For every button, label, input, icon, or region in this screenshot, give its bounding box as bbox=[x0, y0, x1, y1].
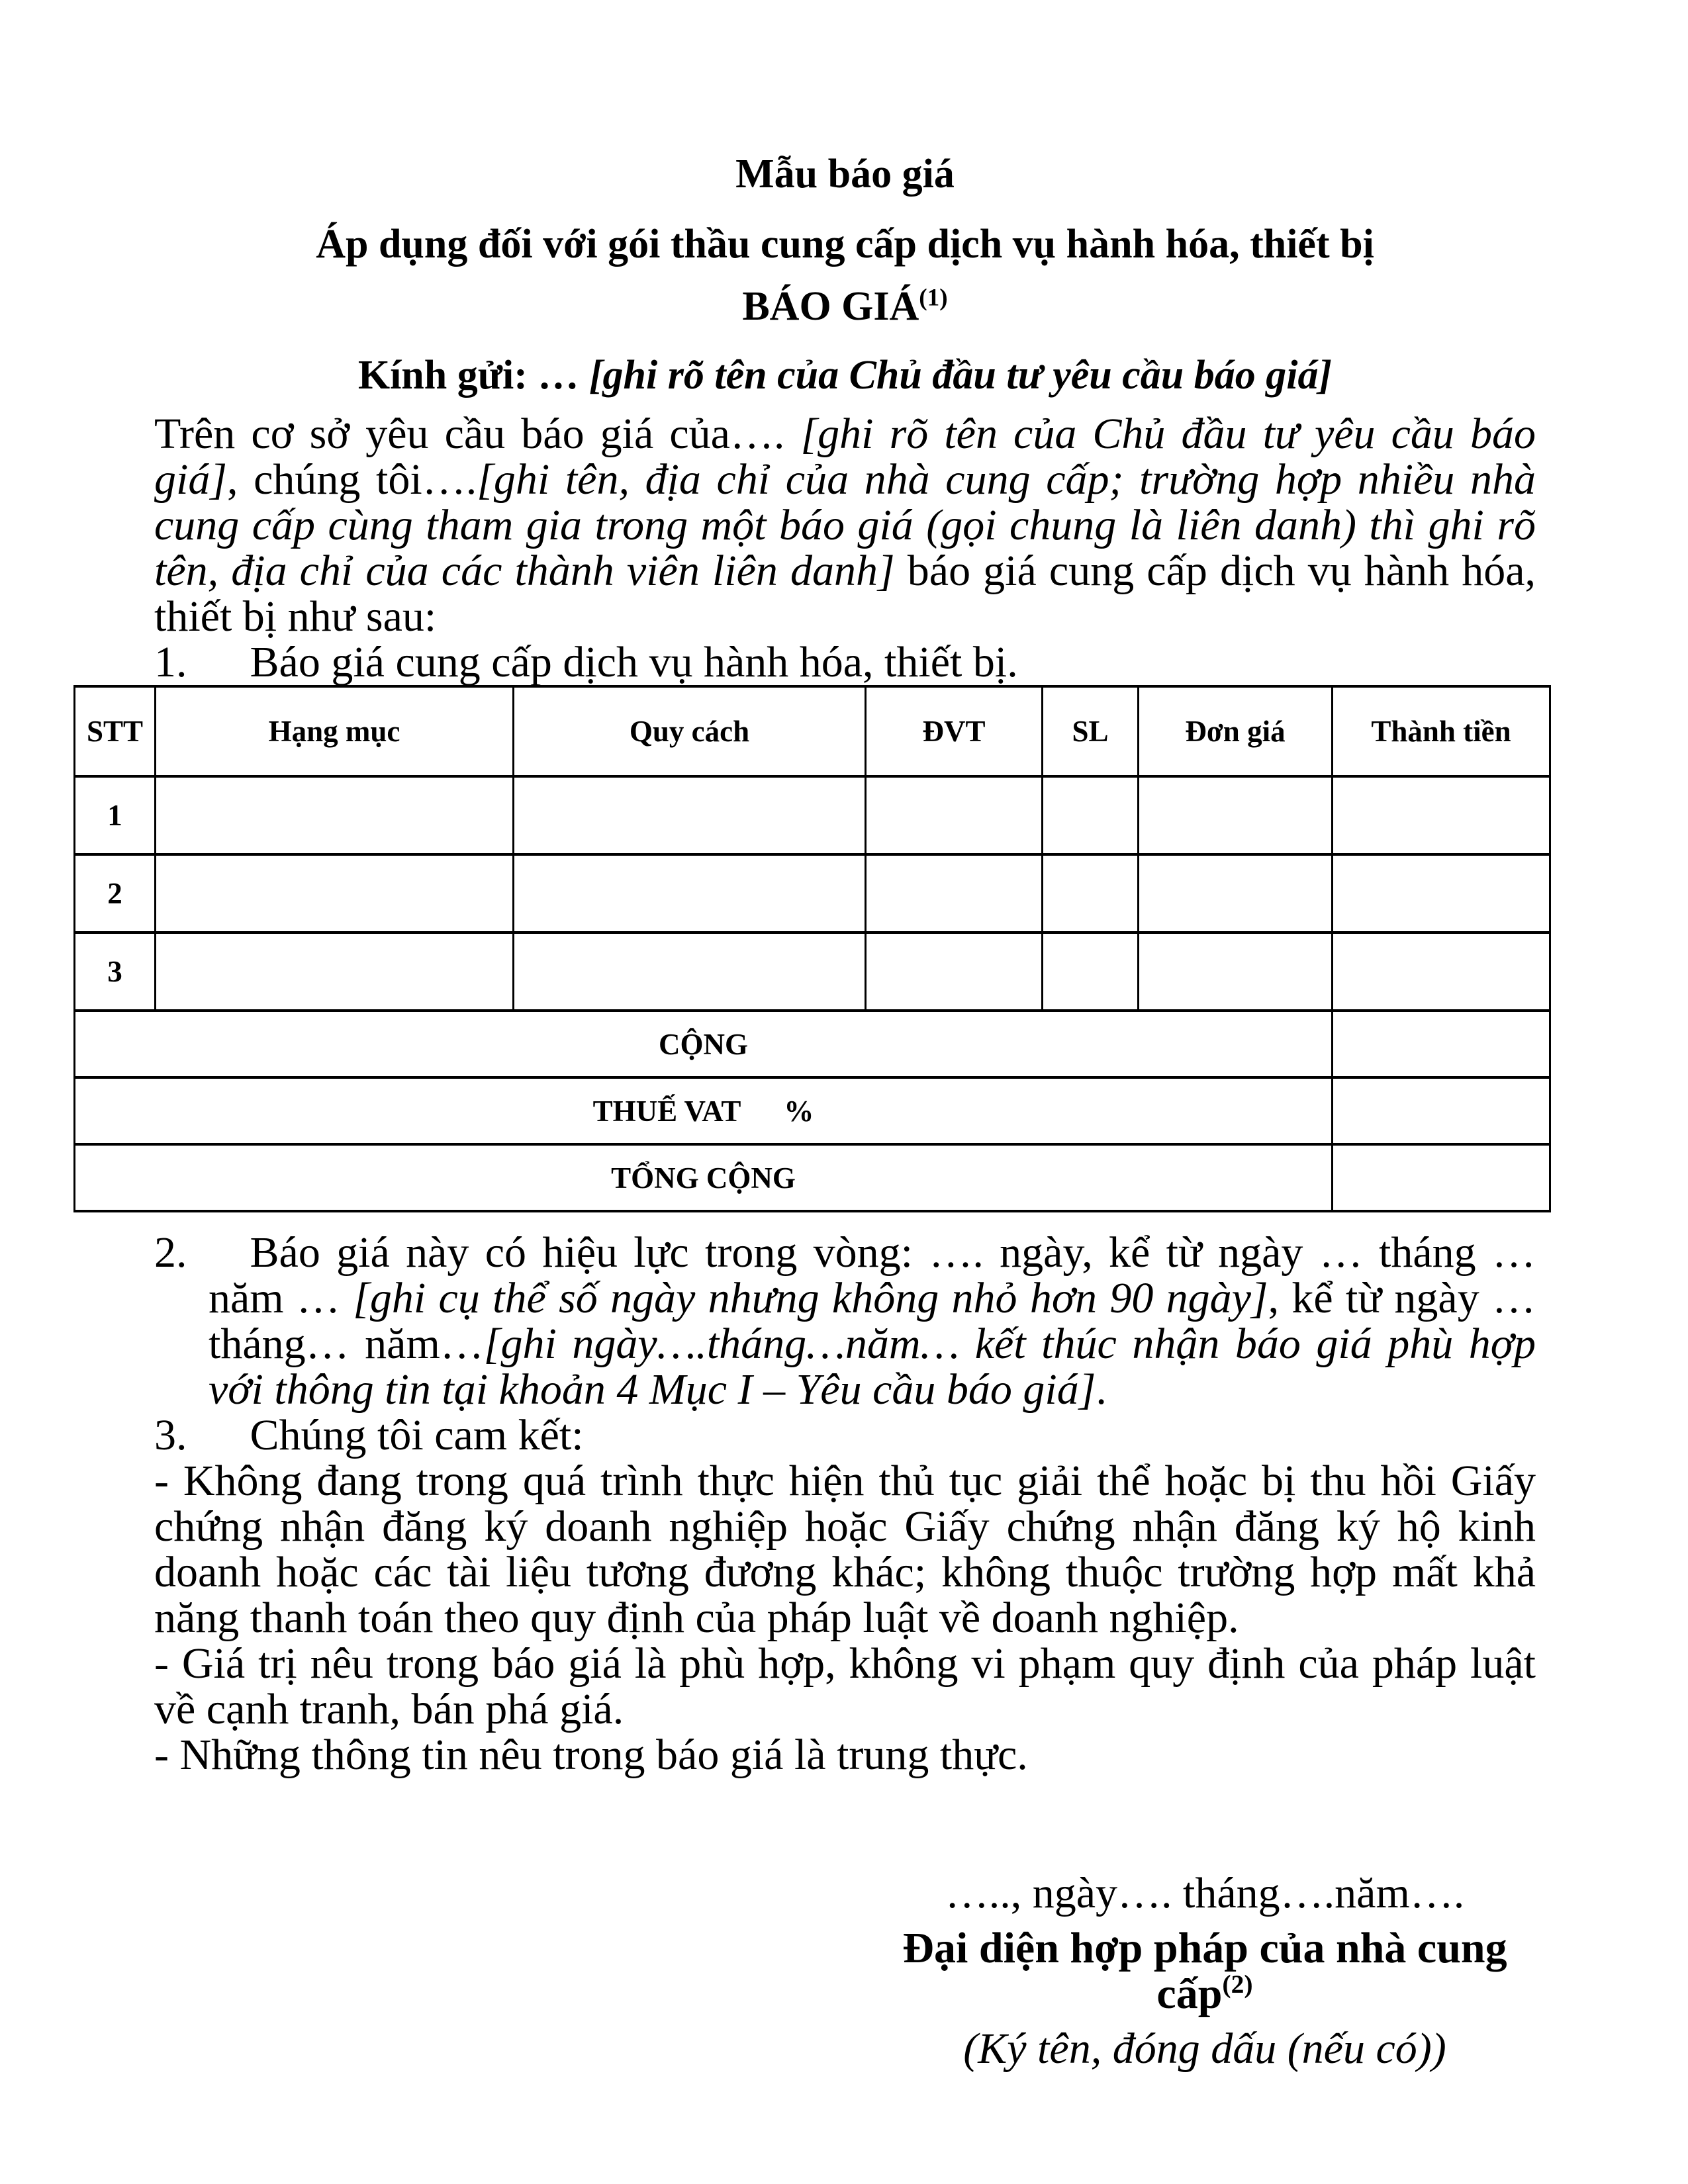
vat-value-cell bbox=[1333, 1077, 1550, 1144]
item-1-text: Báo giá cung cấp dịch vụ hành hóa, thiết bị. bbox=[250, 638, 1018, 686]
commitment-3: - Những thông tin nêu trong báo giá là trung thực. bbox=[154, 1731, 1028, 1779]
signature-block bbox=[874, 1870, 1536, 2071]
empty-cell bbox=[866, 776, 1043, 854]
intro-placeholder-2: [ghi tên, địa chỉ của nhà cung cấp; trường hợp nhiều nhà cung cấp cùng tham gia trong một báo giá (gọi chung là liên danh) thì ghi rõ tên, địa chỉ của các thành viên liên danh] bbox=[154, 455, 1536, 595]
table-row bbox=[75, 776, 1550, 854]
item-2-paragraph bbox=[154, 1230, 1536, 1412]
empty-cell bbox=[514, 933, 866, 1011]
salutation-prefix: Kính gửi: … bbox=[357, 353, 589, 398]
intro-placeholder-1: [ghi rõ tên của Chủ đầu tư yêu cầu báo giá] bbox=[154, 410, 1536, 504]
signature-representative-text: Đại diện hợp pháp của nhà cung cấp bbox=[902, 1924, 1507, 2018]
vat-row bbox=[75, 1077, 1550, 1144]
grand-total-value-cell bbox=[1333, 1144, 1550, 1211]
empty-cell bbox=[1043, 933, 1139, 1011]
subtotal-value-cell bbox=[1333, 1011, 1550, 1077]
form-title: Mẫu báo giá bbox=[735, 152, 955, 197]
empty-cell bbox=[1139, 776, 1333, 854]
header-thanh-tien: Thành tiền bbox=[1333, 686, 1550, 776]
empty-cell bbox=[514, 776, 866, 854]
subtotal-label: CỘNG bbox=[75, 1011, 1333, 1077]
footnote-ref-1: (1) bbox=[919, 284, 948, 312]
intro-paragraph bbox=[154, 411, 1536, 639]
empty-cell bbox=[1333, 776, 1550, 854]
header-quy-cach: Quy cách bbox=[514, 686, 866, 776]
empty-cell bbox=[156, 854, 514, 933]
signature-date-line: ….., ngày…. tháng….năm…. bbox=[945, 1869, 1465, 1917]
item-2-text-1: Báo giá này có hiệu lực trong vòng: …. ngày, kể từ ngày … tháng … năm … bbox=[209, 1228, 1536, 1322]
item-3-text: Chúng tôi cam kết: bbox=[250, 1411, 584, 1459]
quotation-table bbox=[73, 685, 1551, 1212]
vat-label: THUẾ VAT bbox=[592, 1094, 741, 1128]
empty-cell bbox=[866, 933, 1043, 1011]
item-3-number: 3. bbox=[154, 1411, 187, 1459]
vat-label-cell bbox=[75, 1077, 1333, 1144]
commitment-2: - Giá trị nêu trong báo giá là phù hợp, không vi phạm quy định của pháp luật về cạnh tranh, bán phá giá. bbox=[154, 1639, 1536, 1733]
table-row bbox=[75, 933, 1550, 1011]
empty-cell bbox=[1333, 933, 1550, 1011]
signature-note: (Ký tên, đóng dấu (nếu có)) bbox=[963, 2025, 1446, 2073]
empty-cell bbox=[156, 933, 514, 1011]
empty-cell bbox=[1139, 854, 1333, 933]
table-header-row bbox=[75, 686, 1550, 776]
grand-total-row bbox=[75, 1144, 1550, 1211]
item-2-text-3: . bbox=[1096, 1365, 1107, 1414]
quote-heading bbox=[154, 281, 1536, 332]
empty-cell bbox=[156, 776, 514, 854]
header-hang-muc: Hạng mục bbox=[156, 686, 514, 776]
signature-representative-line bbox=[874, 1925, 1536, 2017]
header-dvt: ĐVT bbox=[866, 686, 1043, 776]
item-1-number: 1. bbox=[154, 638, 187, 686]
intro-text-3: báo giá cung cấp dịch vụ hành hóa, thiết bị như sau: bbox=[154, 547, 1536, 641]
footnote-ref-2: (2) bbox=[1222, 1970, 1253, 1999]
quotation-table-wrap bbox=[73, 685, 1536, 1212]
header-sl: SL bbox=[1043, 686, 1139, 776]
intro-text-1: Trên cơ sở yêu cầu báo giá của…. bbox=[154, 410, 801, 458]
item-2-placeholder-2: [ghi ngày….tháng…năm… kết thúc nhận báo giá phù hợp với thông tin tại khoản 4 Mục I – Yêu cầu báo giá] bbox=[209, 1320, 1536, 1414]
empty-cell bbox=[866, 854, 1043, 933]
row-2-stt: 2 bbox=[75, 854, 156, 933]
item-2-number: 2. bbox=[154, 1228, 187, 1277]
intro-text-2: , chúng tôi…. bbox=[227, 455, 477, 504]
commitment-1: - Không đang trong quá trình thực hiện thủ tục giải thể hoặc bị thu hồi Giấy chứng nhận đăng ký doanh nghiệp hoặc Giấy chứng nhận đăng ký hộ kinh doanh hoặc các tài liệu tương đương khác; không thuộc trường hợp mất khả năng thanh toán theo quy định của pháp luật về doanh nghiệp. bbox=[154, 1457, 1536, 1642]
item-3-line bbox=[154, 1412, 1536, 1458]
row-3-stt: 3 bbox=[75, 933, 156, 1011]
row-1-stt: 1 bbox=[75, 776, 156, 854]
table-row bbox=[75, 854, 1550, 933]
salutation-line bbox=[154, 350, 1536, 400]
item-2-text-2: , kể từ ngày … tháng… năm… bbox=[209, 1274, 1536, 1368]
header-don-gia: Đơn giá bbox=[1139, 686, 1333, 776]
empty-cell bbox=[1333, 854, 1550, 933]
item-1-line bbox=[154, 639, 1536, 685]
grand-total-label: TỔNG CỘNG bbox=[75, 1144, 1333, 1211]
item-2-placeholder-1: [ghi cụ thể số ngày nhưng không nhỏ hơn 90 ngày] bbox=[353, 1274, 1268, 1322]
empty-cell bbox=[514, 854, 866, 933]
vat-percent-sign: % bbox=[784, 1094, 814, 1128]
empty-cell bbox=[1043, 776, 1139, 854]
header-stt: STT bbox=[75, 686, 156, 776]
empty-cell bbox=[1043, 854, 1139, 933]
subtotal-row bbox=[75, 1011, 1550, 1077]
salutation-placeholder: [ghi rõ tên của Chủ đầu tư yêu cầu báo giá] bbox=[588, 353, 1333, 398]
quote-heading-text: BÁO GIÁ bbox=[742, 284, 919, 329]
empty-cell bbox=[1139, 933, 1333, 1011]
form-subtitle: Áp dụng đối với gói thầu cung cấp dịch vụ hành hóa, thiết bị bbox=[316, 222, 1374, 267]
